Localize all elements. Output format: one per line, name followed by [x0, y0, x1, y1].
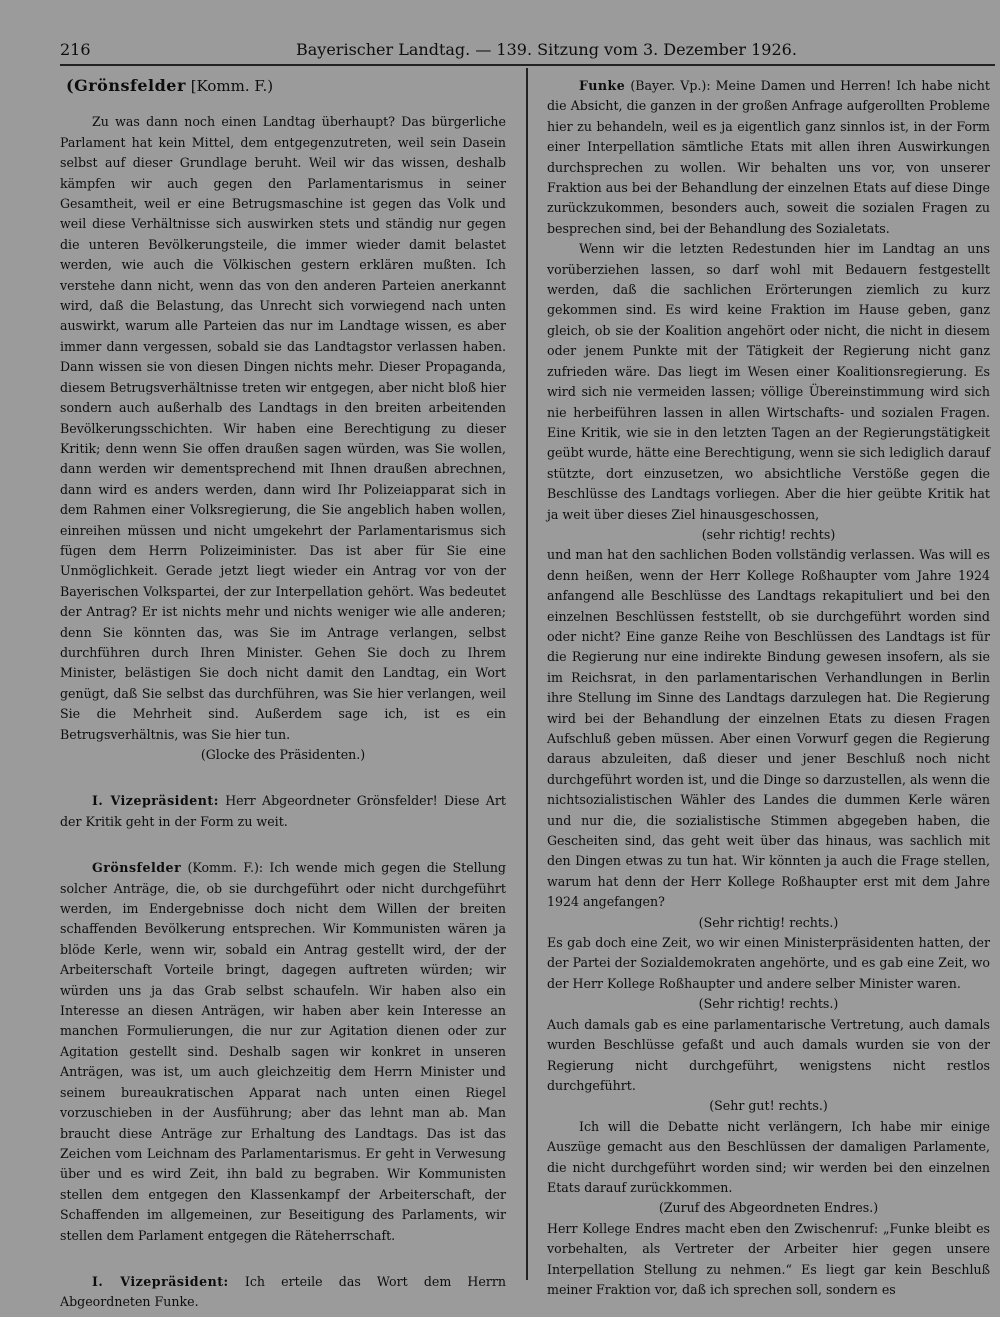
interjection: (Glocke des Präsidenten.) [200, 747, 366, 762]
speech-text: Ich wende mich gegen die Stellung solcher Anträge, die, ob sie durchgeführt oder nicht durchgeführt werden, im Endergebnisse doch nicht dem Willen der breiten schaffenden Bevölkerung entsprechen. Wir Kommunisten wären ja blöde Kerle, wenn wir, sobald ein Antrag gestellt wird, der der Arbeiterschaft Vorteile bringt, dagegen auftreten würden; wir würden uns ja das Grab selbst schaufeln. Wir haben also ein Interesse an diesen Anträgen, wir haben aber kein Interesse an manchen Formulierungen, die nur zur Agitation dienen oder zur Agitation gestellt sind. Deshalb sagen wir konkret in unseren Anträgen, was ist, um auch gleichzeitig dem Herrn Minister und seinem bureaukratischen Apparat nach unten einen Riegel vorzuschieben in der Ausführung; aber das lehnt man ab. Man braucht diese Anträge zur Erhaltung des Landtags. Das ist das Zeichen vom Leichnam des Parlamentarismus. Er geht in Verwesung über und es wird Zeit, ihn bald zu begraben. Wir Kommunisten stellen dem entgegen den Klassenkampf der Arbeiterschaft, der Schaffenden im allgemeinen, zur Beseitigung des Parlaments, wir stellen dem Parlament entgegen die Räteherrschaft. [60, 860, 506, 1243]
speech-text: Ich erteile das Wort dem Herrn Abgeordneten Funke. [60, 1273, 506, 1310]
running-title: Bayerischer Landtag. — 139. Sitzung vom 3. Dezember 1926. [296, 40, 797, 59]
speech-text: Herr Abgeordneter Grönsfelder! Diese Art der Kritik geht in der Form zu weit. [60, 793, 506, 829]
speaker-name: I. Vizepräsident: [92, 793, 219, 809]
continued-speaker-heading [66, 76, 506, 96]
interjection: (Sehr richtig! rechts.) [698, 914, 839, 930]
speaker-name: Grönsfelder [92, 860, 182, 876]
interjection: (Sehr gut! rechts.) [709, 1098, 828, 1114]
speaker-party: (Komm. F.): [187, 860, 264, 876]
speech-funke [547, 76, 990, 239]
speaker-name: I. Vizepräsident: [92, 1273, 229, 1289]
speaker-party: [Komm. F.) [190, 77, 274, 95]
page-number: 216 [60, 40, 91, 59]
left-column [60, 76, 506, 1313]
speech-groensfelder [60, 858, 506, 1246]
paragraph: Wenn wir die letzten Redestunden hier im Landtag an uns vorüberziehen lassen, so darf wohl mit Bedauern festgestellt werden, daß die sachlichen Erörterungen ziemlich zu kurz gekommen sind. Es wird keine Fraktion im Hause geben, ganz gleich, ob sie der Koalition angehört oder nicht, die nicht in diesem oder jenem Punkte mit der Tätigkeit der Regierung nicht ganz zufrieden wäre. Das liegt im Wesen einer Koalitionsregierung. Es wird sich nie vermeiden lassen; völlige Übereinstimmung wird sich nie herbeiführen lassen in allen Wirtschafts- und sozialen Fragen. Eine Kritik, wie sie in den letzten Tagen an der Regierungstätigkeit geübt wurde, hätte eine Berechtigung, wenn sie sich lediglich darauf stützte, dort einzusetzen, wo absichtliche Verstöße gegen die Beschlüsse des Landtags vorliegen. Aber die hier geübte Kritik hat ja weit über dieses Ziel hinausgeschossen, [547, 241, 991, 522]
speech-vice-president-2 [60, 1272, 506, 1313]
speech-text: Meine Damen und Herren! Ich habe nicht die Absicht, die ganzen in der großen Anfrage aufgerollten Probleme hier zu behandeln, weil es ja eigentlich ganz sinnlos ist, in der Form einer Interpellation sämtliche Etats mit allen ihren Auswirkungen durchsprechen zu wollen. Wir behalten uns vor, von unserer Fraktion aus bei der Behandlung der einzelnen Etats auf diese Dinge zurückzukommen, besonders auch, soweit die sozialen Fragen zu besprechen sind, bei der Behandlung des Sozialetats. [547, 78, 990, 236]
paragraph: Herr Kollege Endres macht eben den Zwischenruf: „Funke bleibt es vorbehalten, als Vertreter der Arbeiter hier gegen unsere Interpellation Stellung zu nehmen.“ Es liegt gar kein Beschluß meiner Fraktion vor, daß ich sprechen soll, sondern es [547, 1220, 990, 1297]
interjection: (sehr richtig! rechts) [701, 526, 836, 542]
right-column [547, 76, 990, 1300]
paragraph: Ich will die Debatte nicht verlängern, Ich habe mir einige Auszüge gemacht aus den Beschlüssen der damaligen Parlamente, die nicht durchgeführt worden sind; wir werden bei den einzelnen Etats darauf zurückkommen. [547, 1118, 990, 1195]
page-header [60, 36, 1000, 66]
interjection: (Sehr richtig! rechts.) [698, 996, 839, 1012]
paragraph: und man hat den sachlichen Boden vollständig verlassen. Was will es denn heißen, wenn der Herr Kollege Roßhaupter vom Jahre 1924 anfangend alle Beschlüsse des Landtags rekapituliert und bei den einzelnen Beschlüssen feststellt, ob sie durchgeführt worden sind oder nicht? Eine ganze Reihe von Beschlüssen des Landtags ist für die Regierung nur eine indirekte Bindung gewesen insofern, als sie im Reichsrat, in den parlamentarischen Verhandlungen in Berlin ihre Stellung im Sinne des Landtags darzulegen hat. Die Regierung wird bei der Behandlung der einzelnen Etats zu diesen Fragen Aufschluß geben müssen. Aber einen Vorwurf gegen die Regierung daraus abzuleiten, daß dieser und jener Beschluß noch nicht durchgeführt worden ist, und die Dinge so darzustellen, als wenn die nichtsozialistischen Wähler des Landes die dummen Kerle wären und nur die, die sozialistische Stimmen abgegeben haben, die Gescheiten sind, das geht weit über das hinaus, was sachlich mit den Dingen etwas zu tun hat. Wir könnten ja auch die Frage stellen, warum hat denn der Herr Kollege Roßhaupter erst mit dem Jahre 1924 angefangen? [547, 547, 990, 910]
column-divider [526, 68, 528, 1280]
paragraph: Auch damals gab es eine parlamentarische Vertretung, auch damals wurden Beschlüsse gefaßt und auch damals wurden sie von der Regierung nicht durchgeführt, wenigstens nicht restlos durchgeführt. [547, 1016, 990, 1093]
paragraph: Es gab doch eine Zeit, wo wir einen Ministerpräsidenten hatten, der der Partei der Sozialdemokraten angehörte, und es gab eine Zeit, wo der Herr Kollege Roßhaupter und andere selber Minister waren. [547, 935, 990, 991]
speaker-name: Funke [579, 78, 626, 93]
interjection: (Zuruf des Abgeordneten Endres.) [658, 1200, 879, 1216]
paragraph: Zu was dann noch einen Landtag überhaupt? Das bürgerliche Parlament hat kein Mittel, dem entgegenzutreten, weil sein Dasein selbst auf dieser Grundlage beruht. Weil wir das wissen, deshalb kämpfen wir auch gegen den Parlamentarismus in seiner Gesamtheit, weil er eine Betrugsmaschine ist gegen das Volk und weil diese Verhältnisse sich auswirken stets und ständig nur gegen die unteren Bevölkerungsteile, die immer wieder damit belastet werden, wie auch die Völkischen gestern erklären mußten. Ich verstehe dann nicht, wenn das von den anderen Parteien anerkannt wird, daß die Belastung, das Unrecht sich vorwiegend nach unten auswirkt, warum alle Parteien das nur im Landtage wissen, es aber immer dann vergessen, sobald sie das Landtagstor verlassen haben. Dann wissen sie von diesen Dingen nichts mehr. Dieser Propaganda, diesem Betrugsverhältnisse treten wir entgegen, aber nicht bloß hier sondern auch außerhalb des Landtags in den breiten arbeitenden Bevölkerungsschichten. Wir haben eine Berechtigung zu dieser Kritik; denn wenn Sie offen draußen sagen würden, was Sie wollen, dann werden wir dementsprechend mit Ihnen draußen abrechnen, dann wird es anders werden, dann wird Ihr Polizeiapparat sich in dem Rahmen einer Volksregierung, die Sie angeblich haben wollen, einreihen müssen und nicht umgekehrt der Parlamentarismus sich fügen dem Herrn Polizeiminister. Das ist aber für Sie eine Unmöglichkeit. Gerade jetzt liegt wieder ein Antrag vor von der Bayerischen Volkspartei, der zur Interpellation gehört. Was bedeutet der Antrag? Er ist nichts mehr und nichts weniger wie alle anderen; denn Sie könnten das, was Sie im Antrage verlangen, selbst durchführen durch Ihren Minister. Gehen Sie doch zu Ihrem Minister, belästigen Sie doch nicht damit den Landtag, ein Wort genügt, daß Sie selbst das durchführen, was Sie hier verlangen, weil Sie die Mehrheit sind. Außerdem sage ich, ist es ein Betrugsverhältnis, was Sie hier tun. [60, 114, 506, 742]
speech-vice-president-1 [60, 791, 506, 832]
speaker-party: (Bayer. Vp.): [630, 78, 711, 93]
header-rule [60, 64, 995, 66]
speaker-name: (Grönsfelder [66, 76, 186, 95]
